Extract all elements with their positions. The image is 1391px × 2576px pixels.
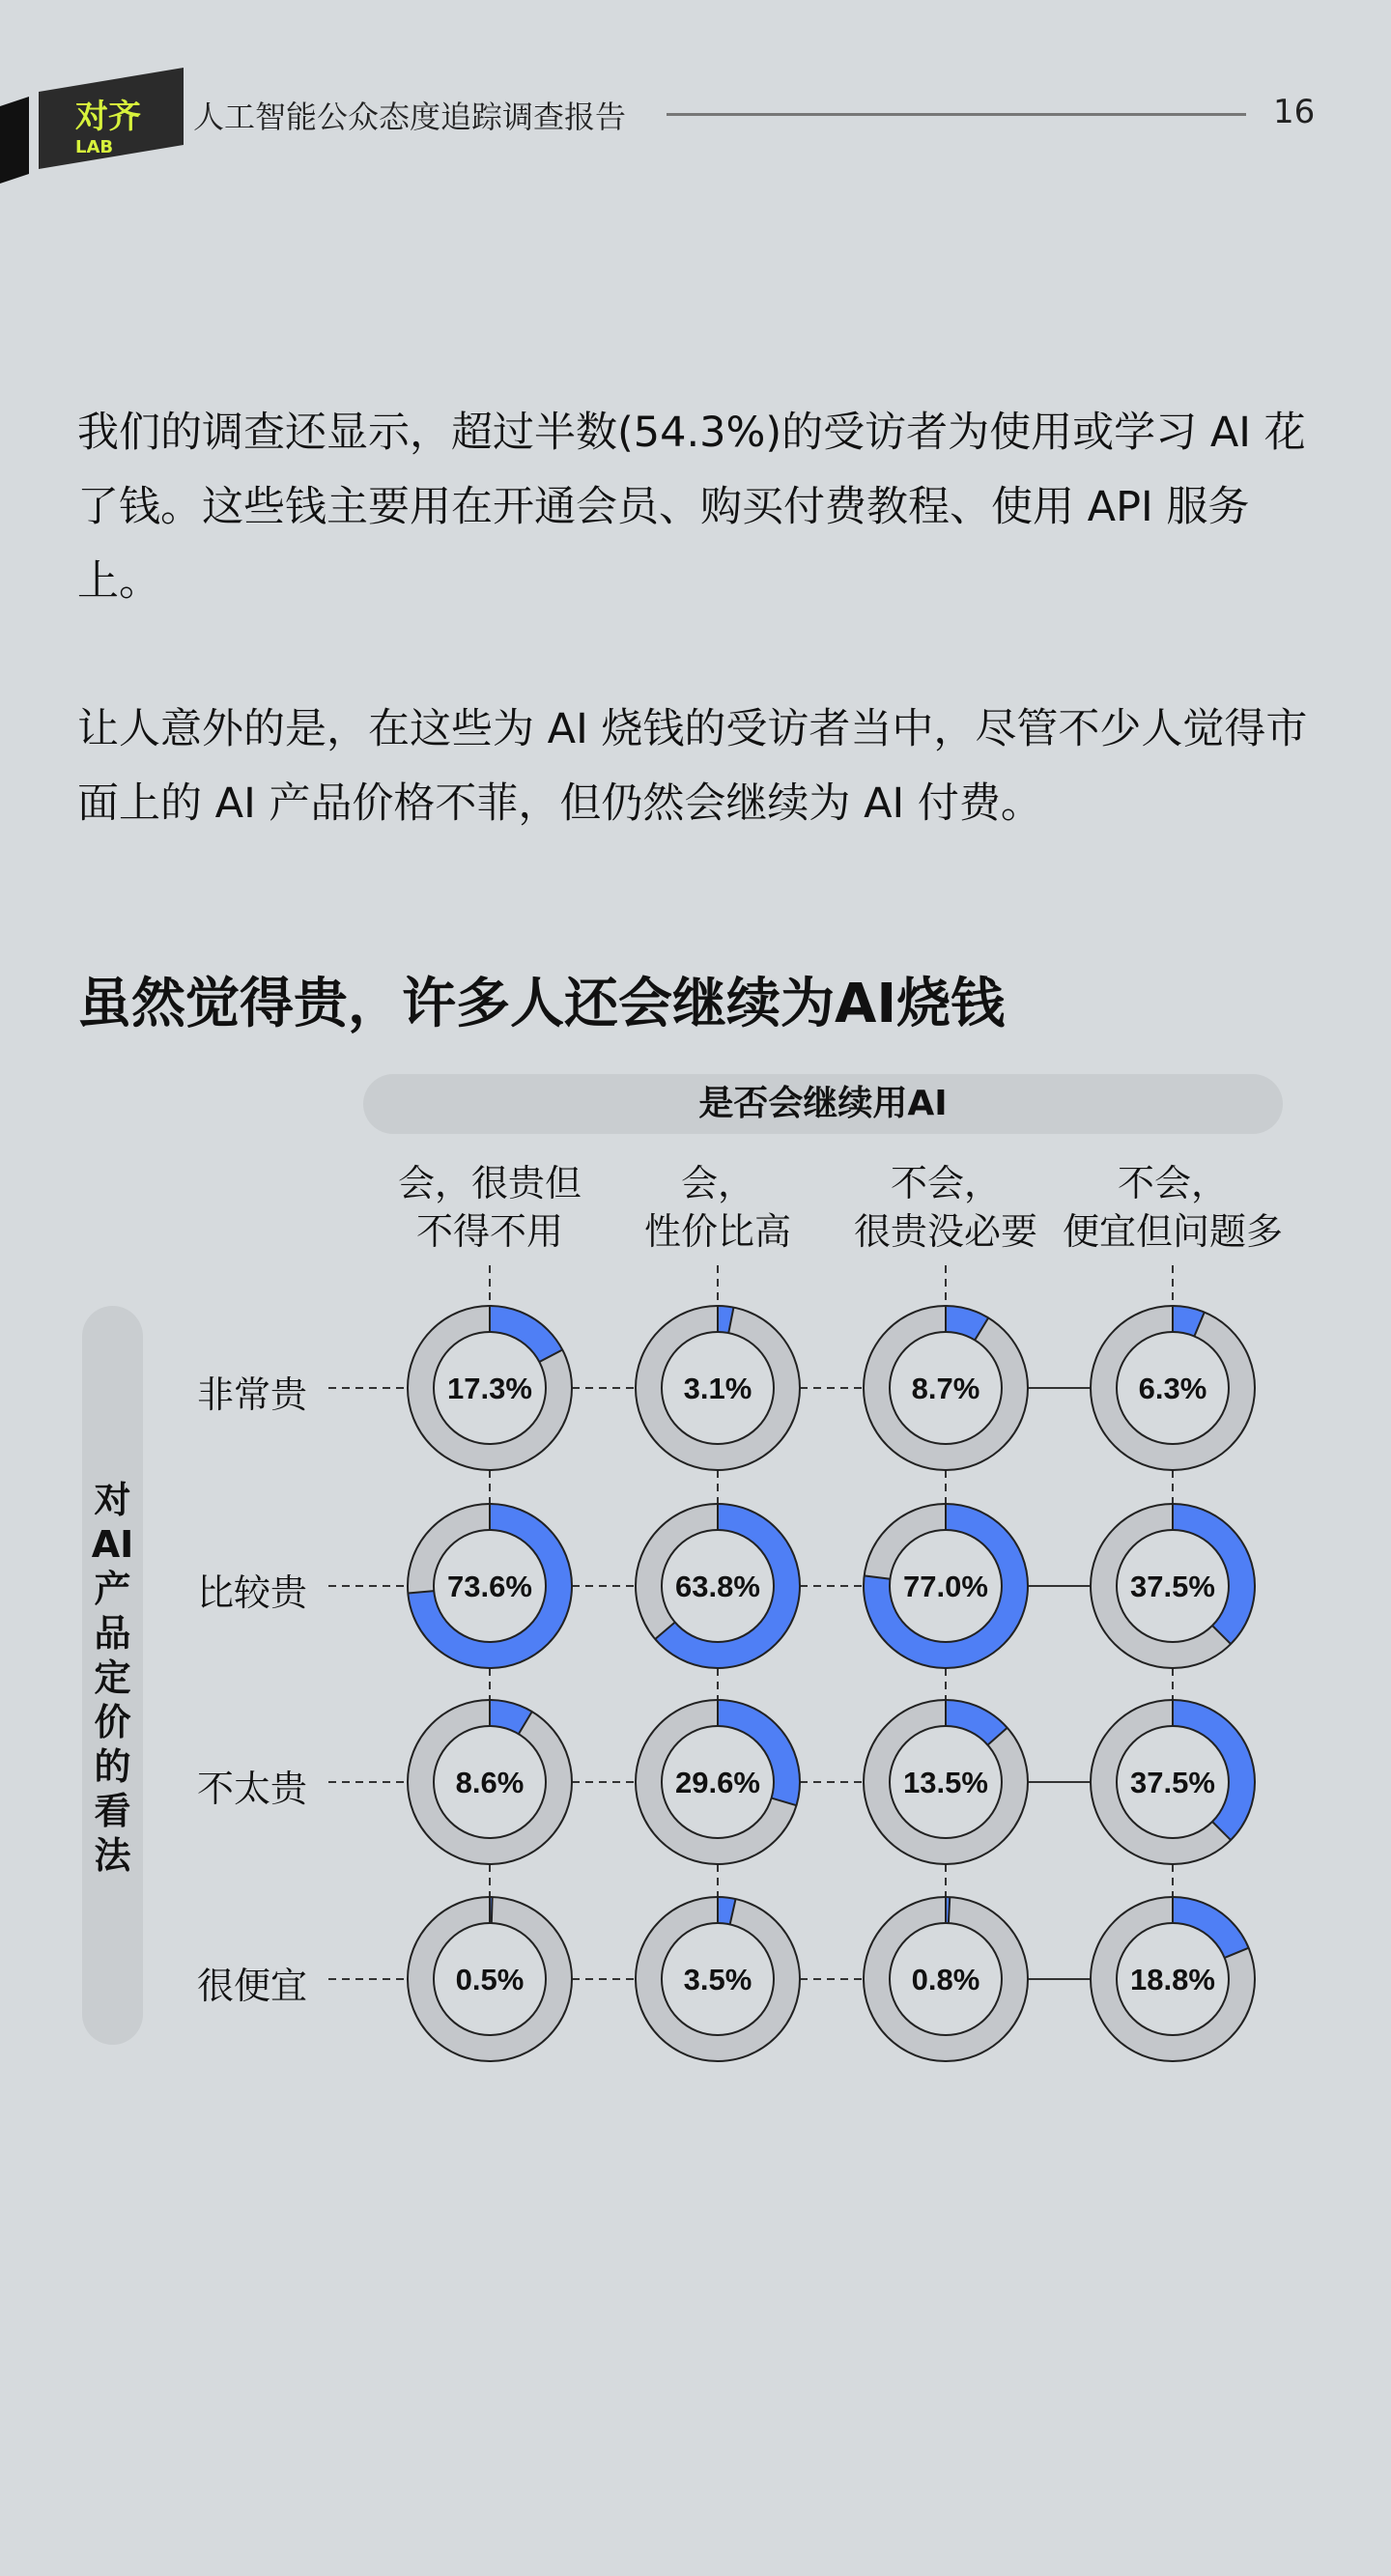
column-label-line: 不会， xyxy=(890,1162,1001,1204)
data-label: 8.6% xyxy=(455,1766,525,1799)
column-label-line: 会，很贵但 xyxy=(397,1162,582,1204)
data-label: 3.5% xyxy=(683,1963,752,1996)
row-axis-title: 对AI产品定价的看法 xyxy=(91,1479,134,1877)
report-title: 人工智能公众态度追踪调查报告 xyxy=(193,99,627,135)
column-label-line: 不得不用 xyxy=(415,1210,563,1253)
data-label: 0.8% xyxy=(911,1963,980,1996)
data-label: 37.5% xyxy=(1130,1570,1215,1603)
page-number: 16 xyxy=(1273,93,1316,131)
chart-title: 虽然觉得贵，许多人还会继续为AI烧钱 xyxy=(77,973,1006,1035)
svg-text:对齐: 对齐 xyxy=(75,98,141,136)
data-label: 17.3% xyxy=(447,1372,532,1405)
data-label: 6.3% xyxy=(1138,1372,1207,1405)
row-label: 非常贵 xyxy=(197,1373,308,1416)
column-axis-title: 是否会继续用AI xyxy=(363,1074,1283,1134)
data-label: 8.7% xyxy=(911,1372,980,1405)
data-label: 13.5% xyxy=(903,1766,988,1799)
data-label: 63.8% xyxy=(675,1570,760,1603)
column-label-line: 便宜但问题多 xyxy=(1062,1210,1283,1253)
row-label: 比较贵 xyxy=(197,1571,308,1614)
row-label: 很便宜 xyxy=(197,1965,308,2007)
segment-edge xyxy=(949,1897,950,1923)
data-label: 29.6% xyxy=(675,1766,760,1799)
column-label-line: 不会， xyxy=(1117,1162,1228,1204)
svg-text:LAB: LAB xyxy=(75,137,114,157)
column-label-line: 会， xyxy=(680,1162,754,1204)
paragraph: 让人意外的是，在这些为 AI 烧钱的受访者当中，尽管不少人觉得市面上的 AI 产品价格不菲，但仍然会继续为 AI 付费。 xyxy=(77,705,1308,828)
row-label: 不太贵 xyxy=(197,1768,308,1810)
data-label: 37.5% xyxy=(1130,1766,1215,1799)
data-label: 77.0% xyxy=(903,1570,988,1603)
column-label-line: 性价比高 xyxy=(643,1210,791,1253)
segment-edge xyxy=(492,1897,493,1923)
data-label: 73.6% xyxy=(447,1570,532,1603)
column-label-line: 很贵没必要 xyxy=(853,1210,1037,1253)
paragraph: 我们的调查还显示，超过半数(54.3%)的受访者为使用或学习 AI 花了钱。这些钱主要用在开通会员、购买付费教程、使用 API 服务上。 xyxy=(77,409,1306,606)
data-label: 3.1% xyxy=(683,1372,752,1405)
data-label: 0.5% xyxy=(455,1963,525,1996)
data-label: 18.8% xyxy=(1130,1963,1215,1996)
